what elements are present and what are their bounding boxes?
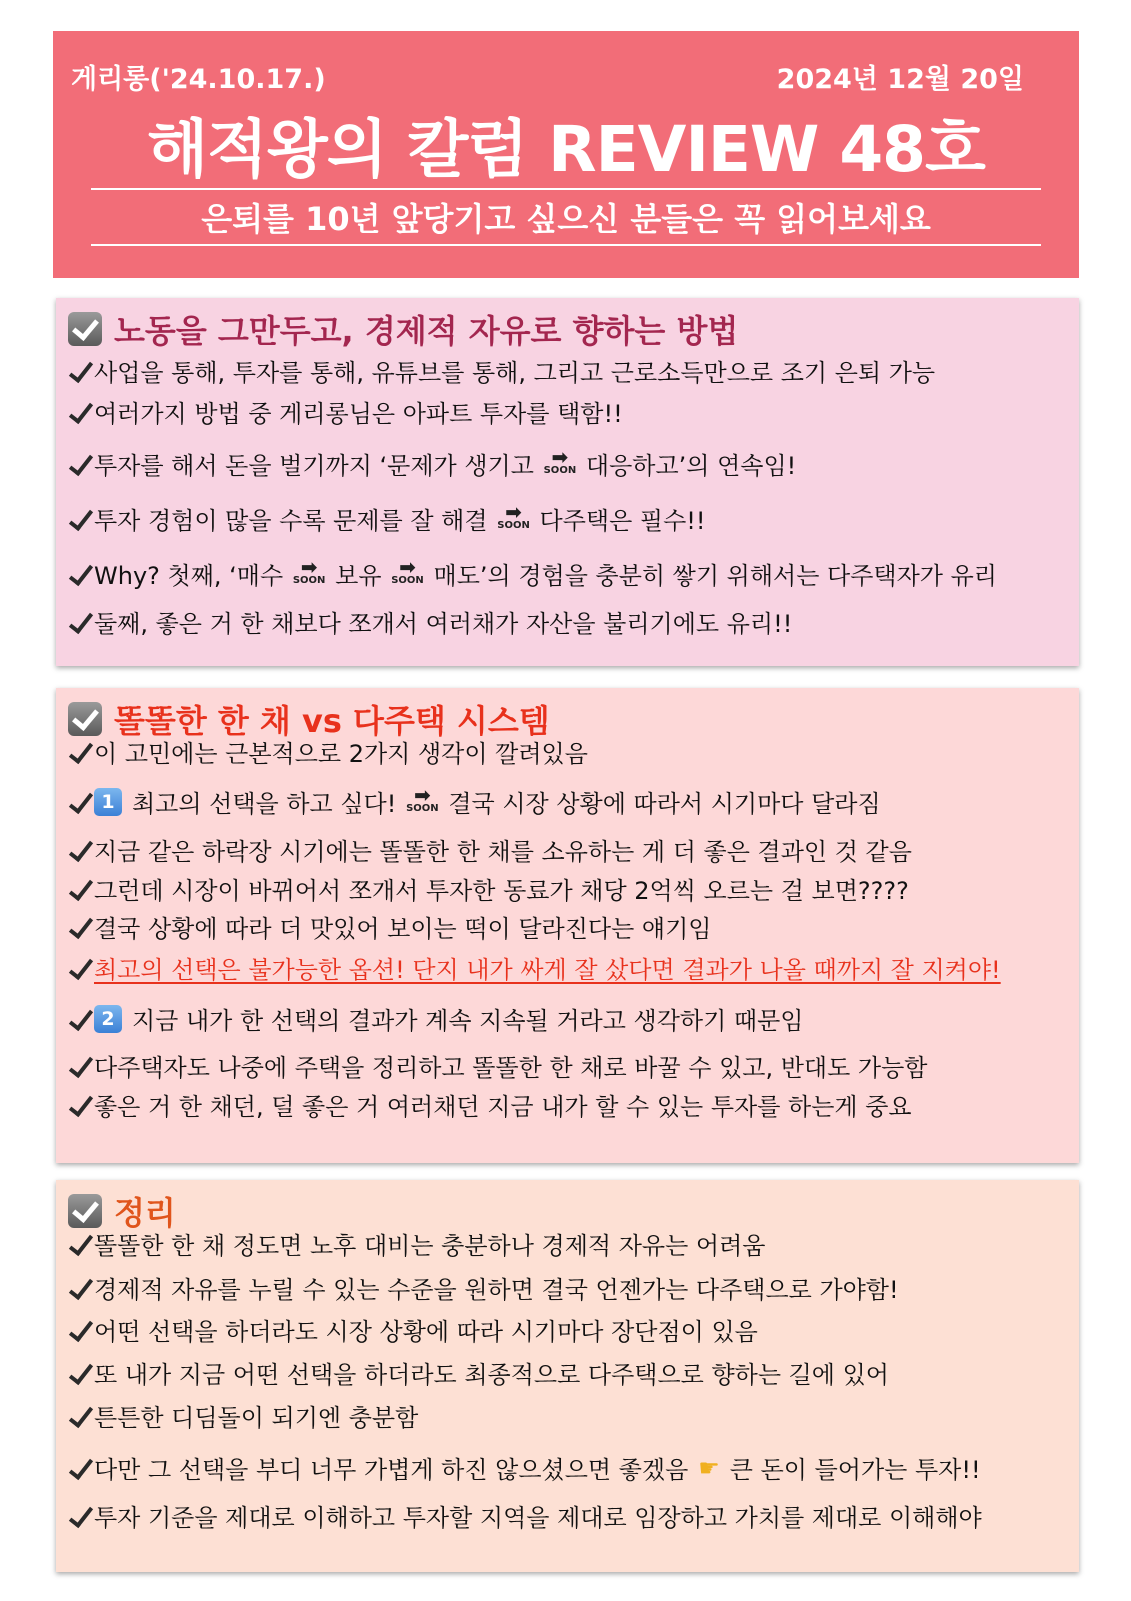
list-item-highlight: 최고의 선택은 불가능한 옵션! 단지 내가 싸게 잘 샀다면 결과가 나올 때까지 잘 지켜야! <box>68 950 1001 985</box>
checkmark-icon <box>68 839 90 861</box>
checkmark-icon <box>68 1055 90 1077</box>
section-one-vs-many <box>56 688 1079 1163</box>
list-item: 다주택자도 나중에 주택을 정리하고 똘똘한 한 채로 바꿀 수 있고, 반대도 가능함 <box>68 1048 927 1083</box>
list-item: 여러가지 방법 중 게리롱님은 아파트 투자를 택함!! <box>68 394 623 429</box>
soon-arrow-icon: ➡ SOON <box>391 554 424 586</box>
divider <box>91 244 1041 246</box>
checkmark-icon <box>68 611 90 633</box>
checkmark-icon <box>68 1362 90 1384</box>
keycap-2-icon: 2 <box>94 1005 122 1033</box>
checkmark-icon <box>68 878 90 900</box>
keycap-1-icon: 1 <box>94 788 122 816</box>
list-item: 결국 상황에 따라 더 맛있어 보이는 떡이 달라진다는 얘기임 <box>68 909 711 944</box>
checkmark-icon <box>68 1405 90 1427</box>
section-how-to-freedom <box>56 298 1079 666</box>
checkmark-icon <box>68 401 90 423</box>
list-item: 그런데 시장이 바뀌어서 쪼개서 투자한 동료가 채당 2억씩 오르는 걸 보면???? <box>68 871 909 906</box>
list-item: 어떤 선택을 하더라도 시장 상황에 따라 시기마다 장단점이 있음 <box>68 1312 758 1347</box>
checkmark-icon <box>68 563 90 585</box>
list-item: 투자 기준을 제대로 이해하고 투자할 지역을 제대로 임장하고 가치를 제대로 이해해야 <box>68 1498 982 1533</box>
checkmark-icon <box>68 453 90 475</box>
list-item: 이 고민에는 근본적으로 2가지 생각이 깔려있음 <box>68 734 588 769</box>
soon-arrow-icon: ➡ SOON <box>543 444 577 476</box>
soon-arrow-icon: ➡ SOON <box>497 499 530 531</box>
soon-arrow-icon: ➡ SOON <box>292 554 326 586</box>
check-box-icon <box>68 1194 102 1228</box>
list-item: 또 내가 지금 어떤 선택을 하더라도 최종적으로 다주택으로 향하는 길에 있어 <box>68 1355 889 1390</box>
checkmark-icon <box>68 1094 90 1116</box>
soon-arrow-icon: ➡ SOON <box>406 782 439 814</box>
checkmark-icon <box>68 360 90 382</box>
checkmark-icon <box>68 741 90 763</box>
checkmark-icon <box>68 1277 90 1299</box>
list-item: 경제적 자유를 누릴 수 있는 수준을 원하면 결국 언젠가는 다주택으로 가야함! <box>68 1270 899 1305</box>
list-item: 2 지금 내가 한 선택의 결과가 계속 지속될 거라고 생각하기 때문임 <box>68 1001 803 1036</box>
list-item: 튼튼한 디딤돌이 되기엔 충분함 <box>68 1398 418 1433</box>
list-item: 다만 그 선택을 부디 너무 가볍게 하진 않으셨으면 좋겠음 ☛ 큰 돈이 들어가는 투자!! <box>68 1450 981 1485</box>
checkmark-icon <box>68 1505 90 1527</box>
page-subtitle: 은퇴를 10년 앞당기고 싶으신 분들은 꼭 읽어보세요 <box>201 200 931 238</box>
checkmark-icon <box>68 957 90 979</box>
section-title: 똘똘한 한 채 vs 다주택 시스템 <box>68 696 550 742</box>
checkmark-icon <box>68 1457 90 1479</box>
page-title: 해적왕의 칼럼 REVIEW 48호 <box>147 113 985 186</box>
pointing-hand-icon: ☛ <box>698 1453 720 1482</box>
author-date: 게리롱('24.10.17.) <box>71 64 326 95</box>
list-item: 투자를 해서 돈을 벌기까지 ‘문제가 생기고 ➡ SOON 대응하고’의 연속임! <box>68 446 796 481</box>
list-item: 둘째, 좋은 거 한 채보다 쪼개서 여러채가 자산을 불리기에도 유리!! <box>68 604 792 639</box>
checkmark-icon <box>68 916 90 938</box>
list-item: 지금 같은 하락장 시기에는 똘똘한 한 채를 소유하는 게 더 좋은 결과인 것 같음 <box>68 832 912 867</box>
section-title: 정리 <box>68 1188 176 1234</box>
header-banner <box>53 31 1079 278</box>
issue-date: 2024년 12월 20일 <box>776 64 1024 95</box>
check-box-icon <box>68 312 102 346</box>
divider <box>91 188 1041 190</box>
list-item: 똘똘한 한 채 정도면 노후 대비는 충분하나 경제적 자유는 어려움 <box>68 1226 765 1261</box>
checkmark-icon <box>68 1008 90 1030</box>
section-summary <box>56 1180 1079 1572</box>
checkmark-icon <box>68 1233 90 1255</box>
checkmark-icon <box>68 508 90 530</box>
list-item: 좋은 거 한 채던, 덜 좋은 거 여러채던 지금 내가 할 수 있는 투자를 하는게 중요 <box>68 1087 912 1122</box>
list-item: 사업을 통해, 투자를 통해, 유튜브를 통해, 그리고 근로소득만으로 조기 은퇴 가능 <box>68 353 935 388</box>
section-title: 노동을 그만두고, 경제적 자유로 향하는 방법 <box>68 306 738 352</box>
list-item: 투자 경험이 많을 수록 문제를 잘 해결 ➡ SOON 다주택은 필수!! <box>68 501 706 536</box>
checkmark-icon <box>68 1319 90 1341</box>
checkmark-icon <box>68 791 90 813</box>
check-box-icon <box>68 702 102 736</box>
list-item: 1 최고의 선택을 하고 싶다! ➡ SOON 결국 시장 상황에 따라서 시기마다 달라짐 <box>68 784 881 819</box>
list-item: Why? 첫째, ‘매수 ➡ SOON 보유 ➡ SOON 매도’의 경험을 충분히 쌓기 위해서는 다주택자가 유리 <box>68 556 997 591</box>
